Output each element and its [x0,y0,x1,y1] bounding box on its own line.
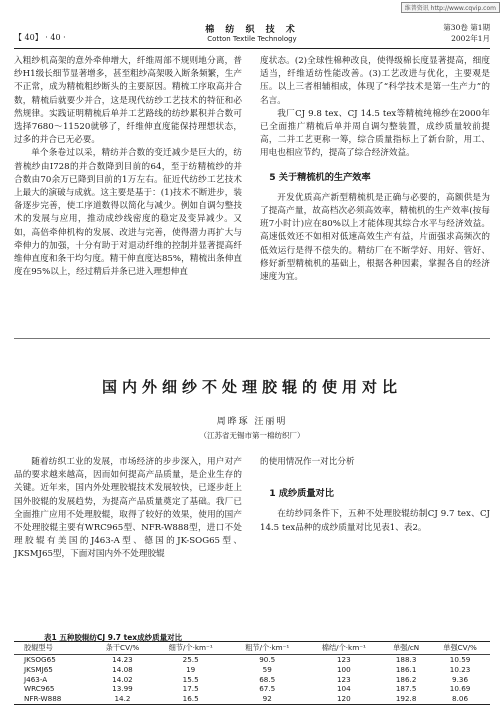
table-cell: 25.5 [182,655,199,664]
upper-right-column [260,55,490,284]
col-header: 单强/cN [382,642,430,655]
table-cell: 14.02 [112,674,133,684]
table-cell: 123 [336,674,351,684]
watermark: 维普资讯 http://www.cqvip.com [401,2,500,13]
table-cell: 17.5 [182,684,199,694]
page-number: 【 40】 · 40 · [14,33,66,42]
table-row [14,694,490,704]
journal-title-en: Cotton Textile Technology [207,35,297,43]
table-cell: NFR-W888 [14,694,93,704]
table-cell: 10.59 [449,655,471,664]
table-cell: WRC965 [24,684,55,694]
table-cell: 14.23 [112,655,133,664]
table-row [14,684,490,694]
table-cell: 100 [336,664,351,674]
table-cell: 90.5 [259,655,276,664]
issue-date: 2002年1月 [451,34,490,43]
article-right-column [260,456,490,535]
article-divider [14,338,490,339]
article-affiliation: （江苏省无锡市第一棉纺织厂） [199,431,305,440]
table-cell: J463-A [24,674,48,684]
article-left-column [14,456,242,562]
volume-issue: 第30卷 第1期 [443,23,490,32]
table-cell: 59 [262,664,272,674]
table-row [14,655,490,665]
table-row [14,675,490,685]
table-cell: 67.5 [259,684,276,694]
table-header-row [14,642,490,655]
table-cell: 104 [336,684,351,694]
journal-name [14,22,490,43]
table-cell: JKSOG65 [24,655,56,664]
table-cell: 19 [186,664,196,674]
paragraph: 随着纺织工业的发展，市场经济的步步深入，用户对产品的要求越来越高，因而如何提高产品质量，是企业生存的关键。近年来，国内外处理胶辊技术发展较快，已逐步赶上国外胶辊的发展趋势，为提高产品质量奠定了基础。我厂已全面推广应用不处理胶辊，取得了较好的效果，使用的国产不处理胶辊主要有WRC965型、NFR-W888型，进口不处理胶辊有美国的J463-A型、德国的JK-SOG65型、JKSMJ65型，下面对国内外不处理胶辊 [14,457,242,560]
table-cell: 10.23 [449,664,471,674]
journal-title-cn: 棉 纺 织 技 术 [205,25,299,35]
col-header: 细节/个·km⁻¹ [152,642,229,655]
table-body [14,655,490,705]
paragraph: 单个条卷过以采，精纺并合数的变迁减少是巨大的，纺普梳纱由I728的并合数降到目前的64，至于纺精梳纱的并合数由70余万已降到目前的1万左右。征近代纺纱工艺技术上最大的演破与成就。这主要是基于：(1)技术不断进步，装备逐步完善，使工序道数得以简化与减少。例如自调匀整技术的发展与应用，推动成纱线密度的稳定及变异减少。又如，高倍牵伸机构的发展、改进与完善，使得潜力再扩大与牵伸力的加强，十分有助于对退动纤维的控制并显著提高纤维伸直度和条干均匀度。精干伸直度达85%，精梳出条伸直度在95%以上，经过精后并条已进入理想伸直 [14,148,242,278]
table-cell: 9.36 [452,674,469,684]
table-cell: 92 [229,694,306,704]
table-cell: 188.3 [395,655,417,664]
upper-left-column [14,55,242,279]
table-cell: JKSMJ65 [24,664,53,674]
paragraph: 度状态。(2)全球性棉种改良，使得级棉长度显著提高，细度适当，纤维适纺性能改善。(3)工艺改进与优化，主要观是压。以上三者相辅相成，体现了“科学技术是第一生产力”的名言。 [260,56,490,106]
col-header: 胶辊型号 [14,642,93,655]
table-cell: 14.08 [112,664,133,674]
col-header: 单强CV/% [430,642,490,655]
section-heading: 5 关于精梳机的生产效率 [269,171,371,183]
page-header [14,22,490,48]
table-row [14,665,490,675]
table-cell: 10.69 [449,684,471,694]
col-header: 条干CV/% [93,642,153,655]
table-cell: 13.99 [112,684,133,694]
paragraph: 入粗纱机高架的意外牵伸增大，纤维周部不规则地分离，普纱H1级长细节显著增多，甚至粗纱高架吸入断条频繁，生产不正常，成为精梳粗纱断头的主要原因。精梳工序取高并合数，精梳后就要少并合，这是现代纺纱工艺技术的特征和必然规律。实践证明精梳后单并工艺路线的纺纱累积并合数可选择7680～11520就够了，纤维伸直度能保持理想状态，过多的并合已无必要。 [14,56,242,146]
table-cell: 16.5 [152,694,229,704]
paragraph: 的使用情况作一对比分析 [260,457,355,467]
table-cell: 123 [336,655,351,664]
article-authors: 周晔琢 汪丽明 [216,417,288,427]
quality-table [14,641,490,705]
table-cell: 15.5 [182,674,199,684]
table-cell: 120 [306,694,383,704]
col-header: 棉结/个·km⁻¹ [306,642,383,655]
table-cell: 14.2 [93,694,153,704]
col-header: 粗节/个·km⁻¹ [229,642,306,655]
table-caption: 表1 五种胶辊纺CJ 9.7 tex成纱质量对比 [44,633,183,642]
section-heading: 1 成纱质量对比 [269,488,334,500]
paragraph: 开发优质高产新型精梳机是正确与必要的，高额供是为了提高产量，故高档次必须高效率，精梳机的生产效率(按每班7小时计)应在80%以上才能体现其综合水平与经济效益。高速低效还不如相对低速高效生产有益，片面强求高频次的低效运行是得不偿失的。精纺厂在不断学好、用好、管好、修好新型精梳机的基础上，根据各种因素，掌握各自的经济速度为宜。 [260,192,490,283]
table-cell: 8.06 [430,694,490,704]
table-cell: 187.5 [395,684,417,694]
header-rule [14,48,490,49]
table-cell: 186.1 [395,664,417,674]
paragraph: 在纺纱同条件下，五种不处理胶辊纺制CJ 9.7 tex、CJ 14.5 tex品种的成纱质量对比见表1、表2。 [260,509,490,533]
article-title: 国内外细纱不处理胶辊的使用对比 [101,378,402,396]
table-cell: 186.2 [395,674,417,684]
issue-info [443,22,490,44]
table-cell: 192.8 [382,694,430,704]
paragraph: 我厂CJ 9.8 tex、CJ 14.5 tex等精梳纯棉纱在2000年已全面推广精梳后单并周自调匀整装置，成纱质量较前提高，二并工艺更称一筹，综合质量指标上了新台阶，用工、用电也相应节约，提高了综合经济效益。 [260,108,490,159]
table-cell: 68.5 [259,674,276,684]
